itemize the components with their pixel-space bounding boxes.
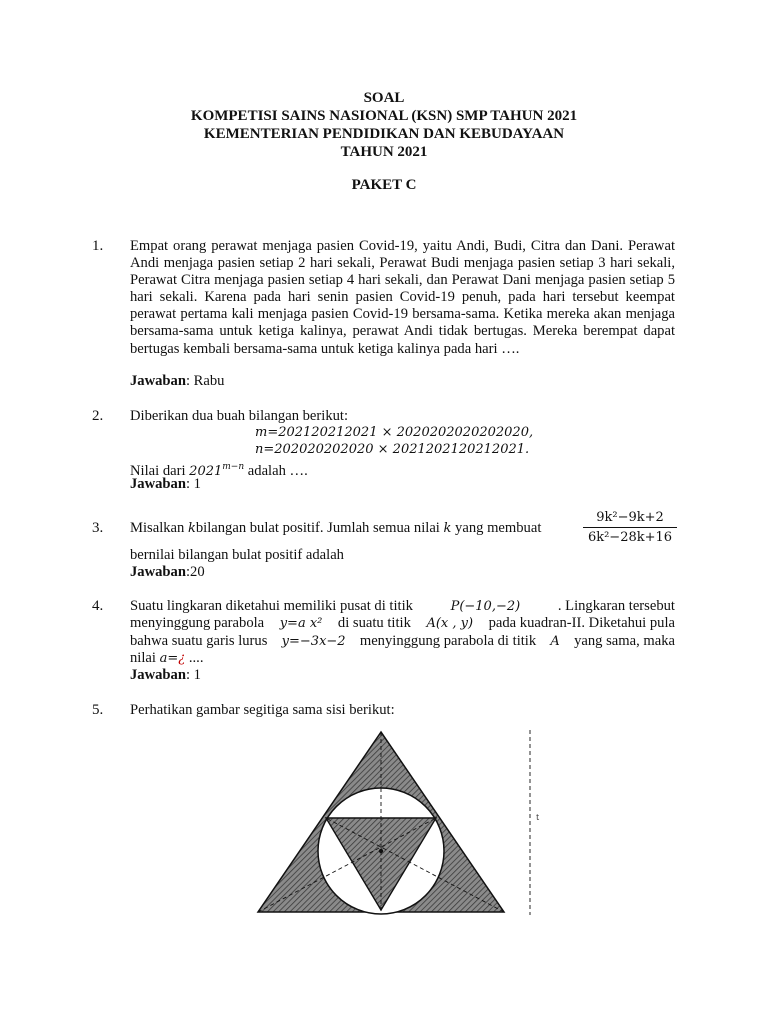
q4-red-mark: ¿ — [178, 651, 186, 666]
q4-line-2 — [130, 615, 675, 632]
q3-fraction — [583, 510, 677, 545]
q3-text-a: Misalkan — [130, 520, 188, 536]
figure-mark: t — [536, 813, 540, 822]
q4-l3b: menyinggung parabola di titik — [359, 633, 537, 649]
q4-point-a: A(x , y) — [426, 616, 474, 631]
q2-n-expression — [255, 441, 529, 458]
m-expression: m=202120212021 × 2020202020202020, — [255, 425, 534, 440]
q4-parabola: y=a x² — [279, 616, 323, 631]
fraction-numerator: 9k²−9k+2 — [583, 510, 677, 528]
q4-l2a: menyinggung parabola — [130, 615, 265, 631]
answer-label: Jawaban — [130, 373, 186, 389]
answer-label: Jawaban — [130, 564, 186, 580]
answer-value: :20 — [185, 564, 205, 580]
q4-number: 4. — [92, 598, 104, 614]
q2-intro: Diberikan dua buah bilangan berikut: — [130, 408, 349, 424]
answer-value: : Rabu — [185, 373, 225, 389]
answer-value: : 1 — [185, 667, 201, 683]
center-point — [379, 849, 383, 853]
doc-ministry: KEMENTERIAN PENDIDIKAN DAN KEBUDAYAAN — [203, 126, 565, 142]
answer-label: Jawaban — [130, 667, 186, 683]
doc-title: SOAL — [363, 90, 405, 106]
q5-text: Perhatikan gambar segitiga sama sisi berikut: — [130, 702, 395, 718]
q5-number: 5. — [92, 702, 104, 718]
q4-point-p: P(−10,−2) — [450, 599, 521, 614]
q4-l4a: nilai — [130, 650, 160, 666]
q4-l2b: di suatu titik — [337, 615, 411, 631]
doc-subtitle: KOMPETISI SAINS NASIONAL (KSN) SMP TAHUN 2021 — [190, 108, 578, 124]
nilai-pre: Nilai dari — [130, 462, 190, 479]
q4-answer — [130, 667, 201, 684]
q4-l1a: Suatu lingkaran diketahui memiliki pusat di titik — [130, 598, 413, 614]
q4-line-3 — [130, 633, 675, 650]
answer-label: Jawaban — [130, 476, 186, 492]
q4-l3a: bahwa suatu garis lurus — [130, 633, 268, 649]
q3-text-d: bernilai bilangan bulat positif adalah — [130, 547, 344, 563]
q4-line-eq: y=−3x−2 — [281, 634, 346, 649]
q4-line-1 — [130, 598, 675, 615]
triangle-figure — [238, 720, 558, 925]
q3-k2: k — [443, 521, 452, 536]
q4-a: A — [550, 634, 560, 649]
nilai-exponent: m−n — [222, 462, 245, 472]
q2-number: 2. — [92, 408, 104, 424]
q3-text — [130, 520, 541, 537]
paket-label: PAKET C — [351, 177, 417, 193]
q3-answer — [130, 564, 205, 581]
q3-k1: k — [187, 521, 196, 536]
fraction-denominator: 6k²−28k+16 — [587, 530, 673, 545]
answer-value: : 1 — [185, 476, 201, 492]
q4-l1b: . Lingkaran tersebut — [557, 598, 675, 614]
q1-answer — [130, 373, 224, 390]
q4-l2c: pada kuadran-II. Diketahui pula — [488, 615, 675, 631]
q2-m-expression — [255, 424, 533, 441]
q1-number: 1. — [92, 238, 104, 254]
q4-line-4 — [130, 650, 203, 667]
n-expression: n=202020202020 × 2021202120212021. — [255, 442, 530, 457]
nilai-post: adalah …. — [244, 462, 308, 479]
q4-a-eq: a= — [159, 651, 179, 666]
doc-year: TAHUN 2021 — [340, 144, 428, 160]
q1-text: Empat orang perawat menjaga pasien Covid-19, yaitu Andi, Budi, Citra dan Dani. Perawat Andi menjaga pasien setiap 2 hari sekali, Perawat Budi menjaga pasien setiap 3 hari sekali, Perawat Citra menjaga pasien setiap 4 hari sekali, dan Perawat Dani menjaga pasien setiap 5 hari sekali. Karena pada hari senin pasien Covid-19 penuh, pada hari tersebut keempat perawat pertama kali menjaga pasien Covid-19 bersama-sama. Ketika mereka akan menjaga bersama-sama untuk ketiga kalinya, perawat Andi tidak bertugas. Mereka berempat dapat bertugas kembali bersama-sama untuk ketiga kalinya pada hari …. — [130, 238, 675, 357]
q2-answer — [130, 476, 201, 493]
q3-text-b: bilangan bulat positif. Jumlah semua nilai — [195, 520, 444, 536]
q3-number: 3. — [92, 520, 104, 536]
nilai-base: 2021 — [189, 463, 223, 479]
q4-l4b: .... — [185, 650, 204, 666]
q3-text-c: yang membuat — [451, 520, 542, 536]
q4-l3c: yang sama, maka — [574, 633, 675, 649]
